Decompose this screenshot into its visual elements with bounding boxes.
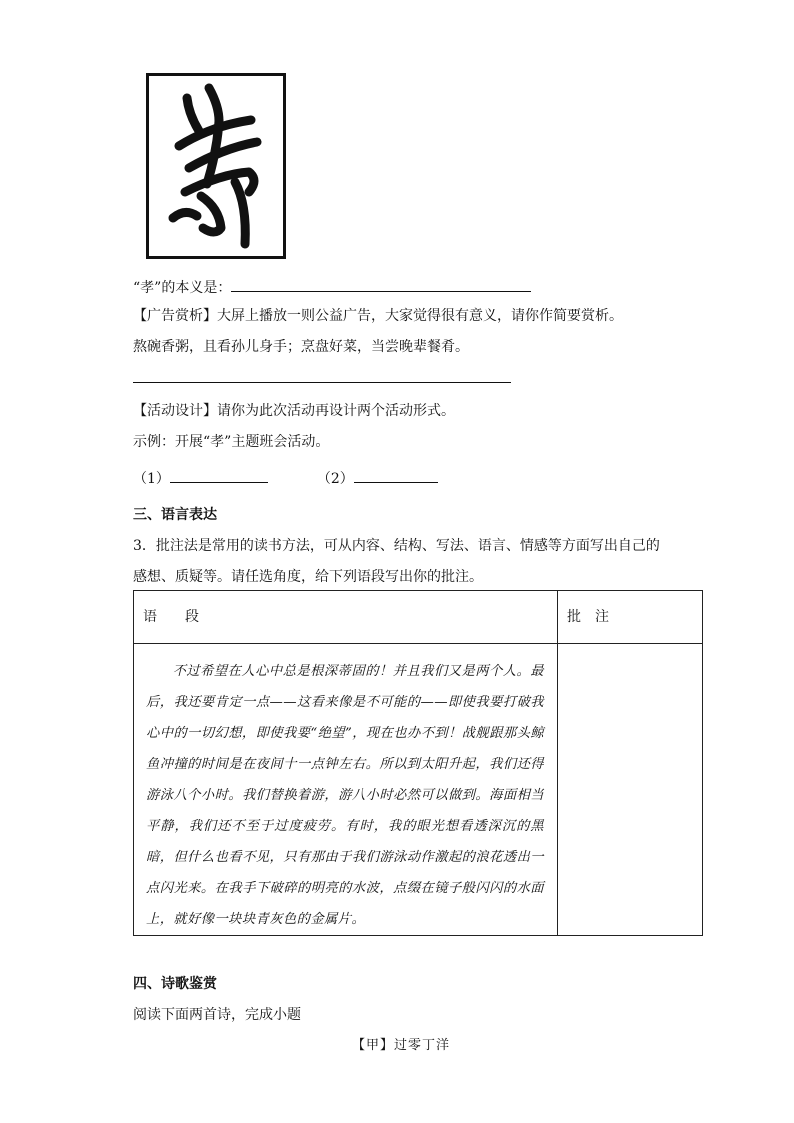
table-header-passage: 语 段 bbox=[134, 591, 558, 644]
activity-design-title: 【活动设计】请你为此次活动再设计两个活动形式。 bbox=[133, 403, 455, 419]
ad-slogan: 熬碗香粥，且看孙儿身手；烹盘好菜，当尝晚辈餐肴。 bbox=[133, 339, 469, 355]
passage-text: 不过希望在人心中总是根深蒂固的！并且我们又是两个人。最后，我还要肯定一点——这看来像是不可能的——即使我要打破我心中的一切幻想，即使我要“绝望”，现在也办不到！战舰跟那头鲸鱼冲撞的时间是在夜间十一点钟左右。所以到太阳升起，我们还得游泳八个小时。我们替换着游，游八小时必然可以做到。海面相当平静，我们还不至于过度疲劳。有时，我的眼光想看透深沉的黑暗，但什么也看不见，只有那由于我们游泳动作激起的浪花透出一点闪光来。在我手下破碎的明亮的水波，点缀在镜子般闪闪的水面上，就好像一块块青灰色的金属片。 bbox=[146, 664, 544, 927]
question-origin-label: “孝”的本义是： bbox=[133, 280, 232, 296]
ad-analysis-title: 【广告赏析】大屏上播放一则公益广告，大家觉得很有意义，请你作简要赏析。 bbox=[133, 308, 623, 324]
table-header-annotation: 批 注 bbox=[558, 591, 703, 644]
poem-title: 【甲】过零丁洋 bbox=[352, 1038, 451, 1053]
answer-blank-activity-1[interactable] bbox=[170, 468, 268, 483]
question-3-line-2: 感想、质疑等。请任选角度，给下列语段写出你的批注。 bbox=[133, 569, 483, 585]
seal-script-image bbox=[146, 73, 286, 259]
activity-item-1-label: （1） bbox=[133, 471, 170, 487]
question-3-line-1: 3．批注法是常用的读书方法，可从内容、结构、写法、语言、情感等方面写出自己的 bbox=[133, 538, 660, 554]
section-4-heading: 四、诗歌鉴赏 bbox=[133, 976, 217, 992]
section-4-instruction: 阅读下面两首诗，完成小题 bbox=[133, 1007, 301, 1023]
answer-blank-origin[interactable] bbox=[231, 277, 531, 292]
table-passage-cell bbox=[134, 644, 558, 936]
annotation-answer-cell[interactable] bbox=[558, 644, 703, 936]
answer-blank-activity-2[interactable] bbox=[354, 468, 438, 483]
annotation-table bbox=[133, 590, 703, 936]
answer-blank-ad[interactable] bbox=[133, 382, 511, 383]
question-origin-meaning bbox=[133, 277, 531, 297]
activity-example: 示例：开展“孝”主题班会活动。 bbox=[133, 434, 330, 450]
activity-item-2-label: （2） bbox=[316, 471, 354, 487]
activity-answer-row bbox=[133, 468, 438, 488]
section-3-heading: 三、语言表达 bbox=[133, 507, 217, 523]
seal-script-xiao-icon bbox=[149, 76, 283, 256]
